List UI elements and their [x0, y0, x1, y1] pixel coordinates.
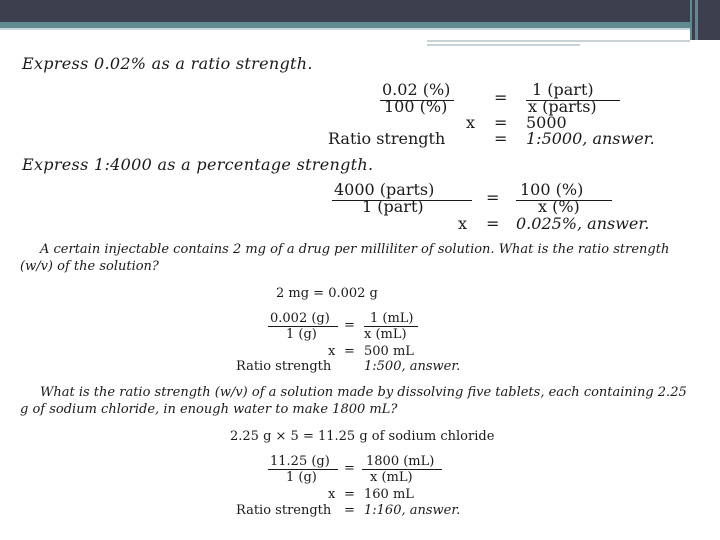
problem4-line3-equals: =	[344, 503, 355, 518]
problem3-den-left: 1 (g)	[286, 327, 317, 342]
problem2-den-left: 1 (part)	[362, 197, 424, 216]
problem3-equals: =	[344, 318, 355, 333]
problem4-num-right: 1800 (mL)	[366, 454, 435, 469]
problem3-den-right: x (mL)	[364, 327, 407, 342]
problem1-den-right: x (parts)	[528, 97, 597, 116]
problem3-question-line2: (w/v) of the solution?	[20, 259, 159, 274]
problem1-num-right: 1 (part)	[532, 80, 594, 99]
problem4-den-right: x (mL)	[370, 470, 413, 485]
problem4-line2-equals: =	[344, 487, 355, 502]
problem1-heading: Express 0.02% as a ratio strength.	[22, 54, 313, 73]
slide-accent-line	[0, 28, 720, 30]
problem4-conversion: 2.25 g × 5 = 11.25 g of sodium chloride	[230, 429, 495, 444]
problem1-den-left: 100 (%)	[384, 97, 448, 116]
header-rule-2	[427, 44, 580, 46]
problem1-line3-left: Ratio strength	[328, 129, 446, 148]
problem3-line2-left: x	[328, 344, 336, 359]
problem2-den-right: x (%)	[538, 197, 580, 216]
problem4-line2-right: 160 mL	[364, 487, 414, 502]
problem4-question-line1: What is the ratio strength (w/v) of a solution made by dissolving five tablets, each containing 2.25	[40, 385, 687, 400]
problem1-line2-left: x	[466, 113, 476, 132]
problem3-line2-equals: =	[344, 344, 355, 359]
problem1-line3-equals: =	[494, 129, 508, 148]
problem1-line3-right: 1:5000, answer.	[526, 129, 655, 148]
problem4-den-left: 1 (g)	[286, 470, 317, 485]
problem4-line3-right: 1:160, answer.	[364, 503, 461, 518]
problem3-num-left: 0.002 (g)	[270, 311, 330, 326]
problem1-line2-equals: =	[494, 113, 508, 132]
problem1-line2-right: 5000	[526, 113, 567, 132]
problem4-line2-left: x	[328, 487, 336, 502]
problem2-num-right: 100 (%)	[520, 180, 584, 199]
problem3-conversion: 2 mg = 0.002 g	[276, 286, 378, 301]
problem3-num-right: 1 (mL)	[370, 311, 414, 326]
problem3-question-line1: A certain injectable contains 2 mg of a drug per milliliter of solution. What is the ratio strength	[40, 242, 670, 257]
problem2-equals: =	[486, 188, 500, 207]
problem3-line3-left: Ratio strength	[236, 359, 332, 374]
problem3-line2-right: 500 mL	[364, 344, 414, 359]
header-rule-1	[427, 40, 690, 42]
problem4-num-left: 11.25 (g)	[270, 454, 330, 469]
problem4-equals: =	[344, 461, 355, 476]
problem2-num-left: 4000 (parts)	[334, 180, 435, 199]
problem2-line2-right: 0.025%, answer.	[516, 214, 650, 233]
problem1-num-left: 0.02 (%)	[382, 80, 451, 99]
problem2-line2-equals: =	[486, 214, 500, 233]
slide-header-bar	[0, 0, 720, 22]
problem1-equals: =	[494, 88, 508, 107]
problem4-line3-left: Ratio strength	[236, 503, 332, 518]
problem2-line2-left: x	[458, 214, 468, 233]
slide-corner-line	[695, 0, 698, 40]
problem3-line3-right: 1:500, answer.	[364, 359, 461, 374]
problem4-question-line2: g of sodium chloride, in enough water to make 1800 mL?	[20, 402, 398, 417]
problem2-heading: Express 1:4000 as a percentage strength.	[22, 155, 374, 174]
